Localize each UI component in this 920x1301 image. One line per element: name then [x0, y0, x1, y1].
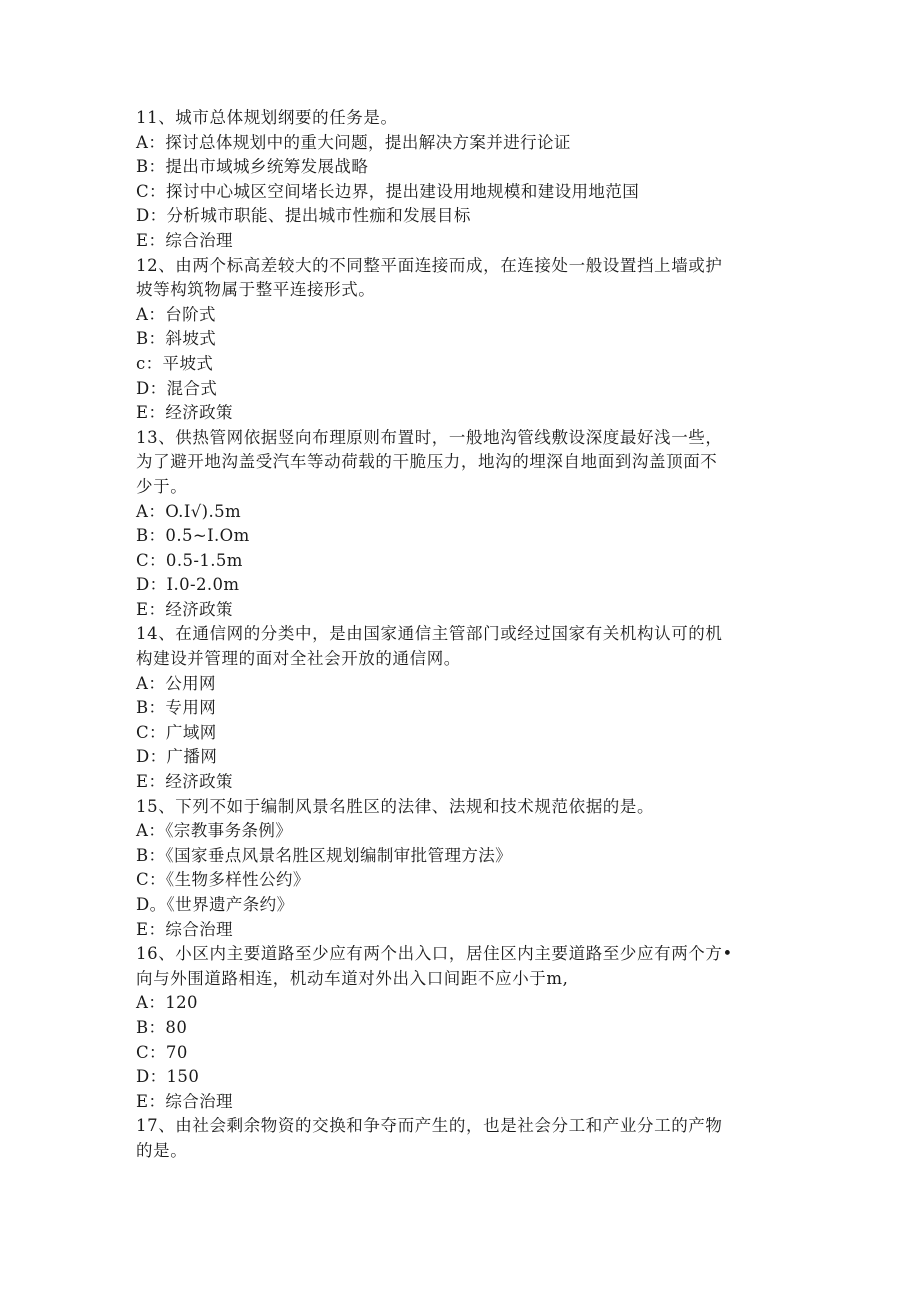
- answer-option: B：斜坡式: [136, 329, 217, 349]
- answer-option: c：平坡式: [136, 353, 214, 373]
- answer-option: A：探讨总体规划中的重大问题，提出解决方案并进行论证: [136, 132, 571, 152]
- answer-option: C：0.5-1.5m: [136, 550, 243, 570]
- answer-option: B：0.5~I.Om: [136, 526, 250, 546]
- answer-option: E：综合治理: [136, 1091, 233, 1111]
- question-text-line: 16、小区内主要道路至少应有两个出入口，居住区内主要道路至少应有两个方•: [136, 944, 733, 964]
- answer-option: E：经济政策: [136, 599, 233, 619]
- question-text-line: 少于。: [136, 476, 188, 496]
- answer-option: B：80: [136, 1017, 188, 1037]
- answer-option: C：70: [136, 1042, 188, 1062]
- answer-option: B：专用网: [136, 698, 217, 718]
- question-text-line: 14、在通信网的分类中，是由国家通信主管部门或经过国家有关机构认可的机: [136, 624, 723, 644]
- answer-option: C：《生物多样性公约》: [136, 870, 310, 890]
- answer-option: D。《世界遗产条约》: [136, 895, 294, 914]
- question-text-line: 11、城市总体规划纲要的任务是。: [136, 108, 398, 127]
- question-text-line: 坡等构筑物属于整平连接形式。: [136, 280, 376, 300]
- question-block: [136, 106, 786, 254]
- question-block: [136, 426, 786, 623]
- answer-option: A：《宗教事务条例》: [136, 821, 293, 841]
- answer-option: A：台阶式: [136, 304, 216, 324]
- answer-option: E：经济政策: [136, 403, 233, 423]
- answer-option: D：广播网: [136, 747, 218, 767]
- question-block: [136, 795, 786, 943]
- answer-option: E：经济政策: [136, 772, 233, 792]
- answer-option: B：提出市域城乡统筹发展战略: [136, 157, 369, 177]
- document-page: [136, 106, 786, 1164]
- answer-option: E：综合治理: [136, 919, 233, 939]
- answer-option: C：探讨中心城区空间堵长边界，提出建设用地规模和建设用地范国: [136, 181, 640, 201]
- question-text-line: 12、由两个标高差较大的不同整平面连接而成，在连接处一般设置挡上墙或护: [136, 255, 723, 275]
- question-block: [136, 254, 786, 426]
- question-text-line: 的是。: [136, 1140, 188, 1160]
- answer-option: A：120: [136, 993, 198, 1013]
- question-block: [136, 1114, 786, 1163]
- answer-option: C：广域网: [136, 722, 217, 742]
- answer-option: B：《国家垂点风景名胜区规划编制审批管理方法》: [136, 845, 513, 865]
- answer-option: D：I.0-2.0m: [136, 575, 240, 595]
- question-block: [136, 942, 786, 1114]
- question-text-line: 17、由社会剩余物资的交换和争夺而产生的，也是社会分工和产业分工的产物: [136, 1116, 723, 1136]
- answer-option: A：公用网: [136, 673, 216, 693]
- answer-option: E：综合治理: [136, 230, 233, 250]
- question-text-line: 构建设并管理的面对全社会开放的通信网。: [136, 649, 461, 669]
- answer-option: D：150: [136, 1067, 200, 1087]
- question-text-line: 13、供热管网依据竖向布理原则布置时，一般地沟管线敷设深度最好浅一些，: [136, 427, 723, 447]
- answer-option: D：分析城市职能、提出城市性痂和发展目标: [136, 206, 471, 226]
- question-text-line: 为了避开地沟盖受汽车等动荷载的干脆压力，地沟的埋深自地面到沟盖顶面不: [136, 452, 718, 472]
- question-text-line: 15、下列不如于编制风景名胜区的法律、法规和技术规范依据的是。: [136, 796, 655, 816]
- question-text-line: 向与外围道路相连，机动车道对外出入口间距不应小于m,: [136, 968, 569, 988]
- answer-option: D：混合式: [136, 378, 218, 398]
- answer-option: A：O.I√).5m: [136, 501, 242, 521]
- question-block: [136, 622, 786, 794]
